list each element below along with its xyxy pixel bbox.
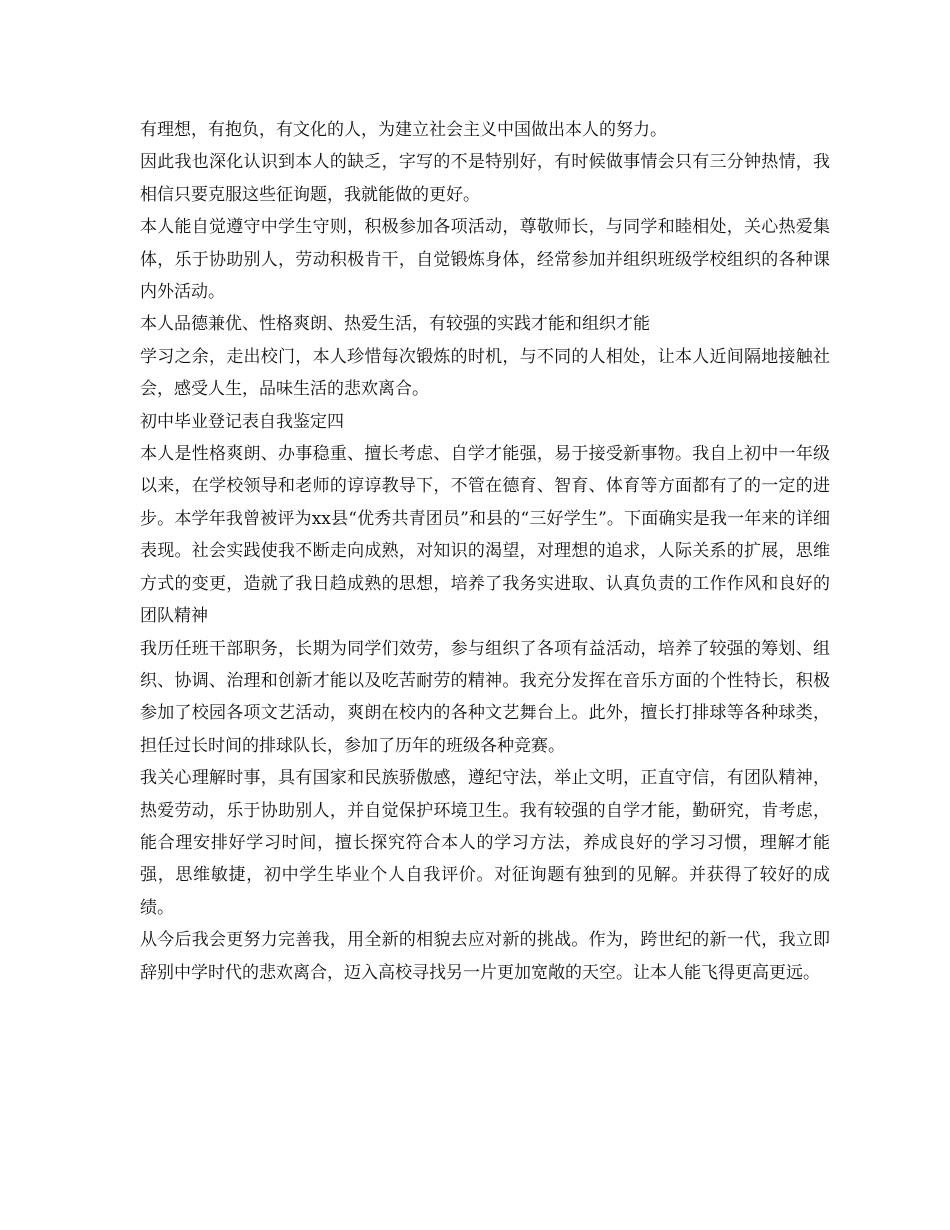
paragraph-2: 因此我也深化认识到本人的缺乏，字写的不是特别好，有时候做事情会只有三分钟热情，我相信只要克服这些征询题，我就能做的更好。 [140,152,830,205]
paragraph-4: 本人品德兼优、性格爽朗、热爱生活，有较强的实践才能和组织才能 [140,314,650,335]
paragraph-8: 我关心理解时事，具有国家和民族骄傲感，遵纪守法，举止文明，正直守信，有团队精神，热爱劳动，乐于协助别人，并自觉保护环境卫生。我有较强的自学才能，勤研究，肯考虑，能合理安排好学习时间，擅长探究符合本人的学习方法，养成良好的学习习惯，理解才能强，思维敏捷，初中学生毕业个人自我评价。对征询题有独到的见解。并获得了较好的成绩。 [140,768,830,918]
paragraph-1: 有理想，有抱负，有文化的人，为建立社会主义中国做出本人的努力。 [140,120,667,140]
section-heading: 初中毕业登记表自我鉴定四 [140,411,344,432]
paragraph-9: 从今后我会更努力完善我，用全新的相貌去应对新的挑战。作为，跨世纪的新一代，我立即辞别中学时代的悲欢离合，迈入高校寻找另一片更加宽敞的天空。让本人能飞得更高更远。 [140,930,830,983]
document-body [140,114,830,989]
paragraph-7: 我历任班干部职务，长期为同学们效劳，参与组织了各项有益活动，培养了较强的筹划、组织、协调、治理和创新才能以及吃苦耐劳的精神。我充分发挥在音乐方面的个性特长，积极参加了校园各项文艺活动，爽朗在校内的各种文艺舞台上。此外，擅长打排球等各种球类，担任过长时间的排球队长，参加了历年的班级各种竞赛。 [140,638,830,756]
paragraph-3: 本人能自觉遵守中学生守则，积极参加各项活动，尊敬师长，与同学和睦相处，关心热爱集体，乐于协助别人，劳动积极肯干，自觉锻炼身体，经常参加并组织班级学校组织的各种课内外活动。 [140,217,830,303]
paragraph-5: 学习之余，走出校门，本人珍惜每次锻炼的时机，与不同的人相处，让本人近间隔地接触社会，感受人生，品味生活的悲欢离合。 [140,346,830,400]
paragraph-6: 本人是性格爽朗、办事稳重、擅长考虑、自学才能强，易于接受新事物。我自上初中一年级以来，在学校领导和老师的谆谆教导下，不管在德育、智育、体育等方面都有了的一定的进步。本学年我曾被评为xx县“优秀共青团员”和县的“三好学生”。下面确实是我一年来的详细表现。社会实践使我不断走向成熟，对知识的渴望，对理想的追求，人际关系的扩展，思维方式的变更，造就了我日趋成熟的思想，培养了我务实进取、认真负责的工作作风和良好的团队精神 [140,444,830,627]
